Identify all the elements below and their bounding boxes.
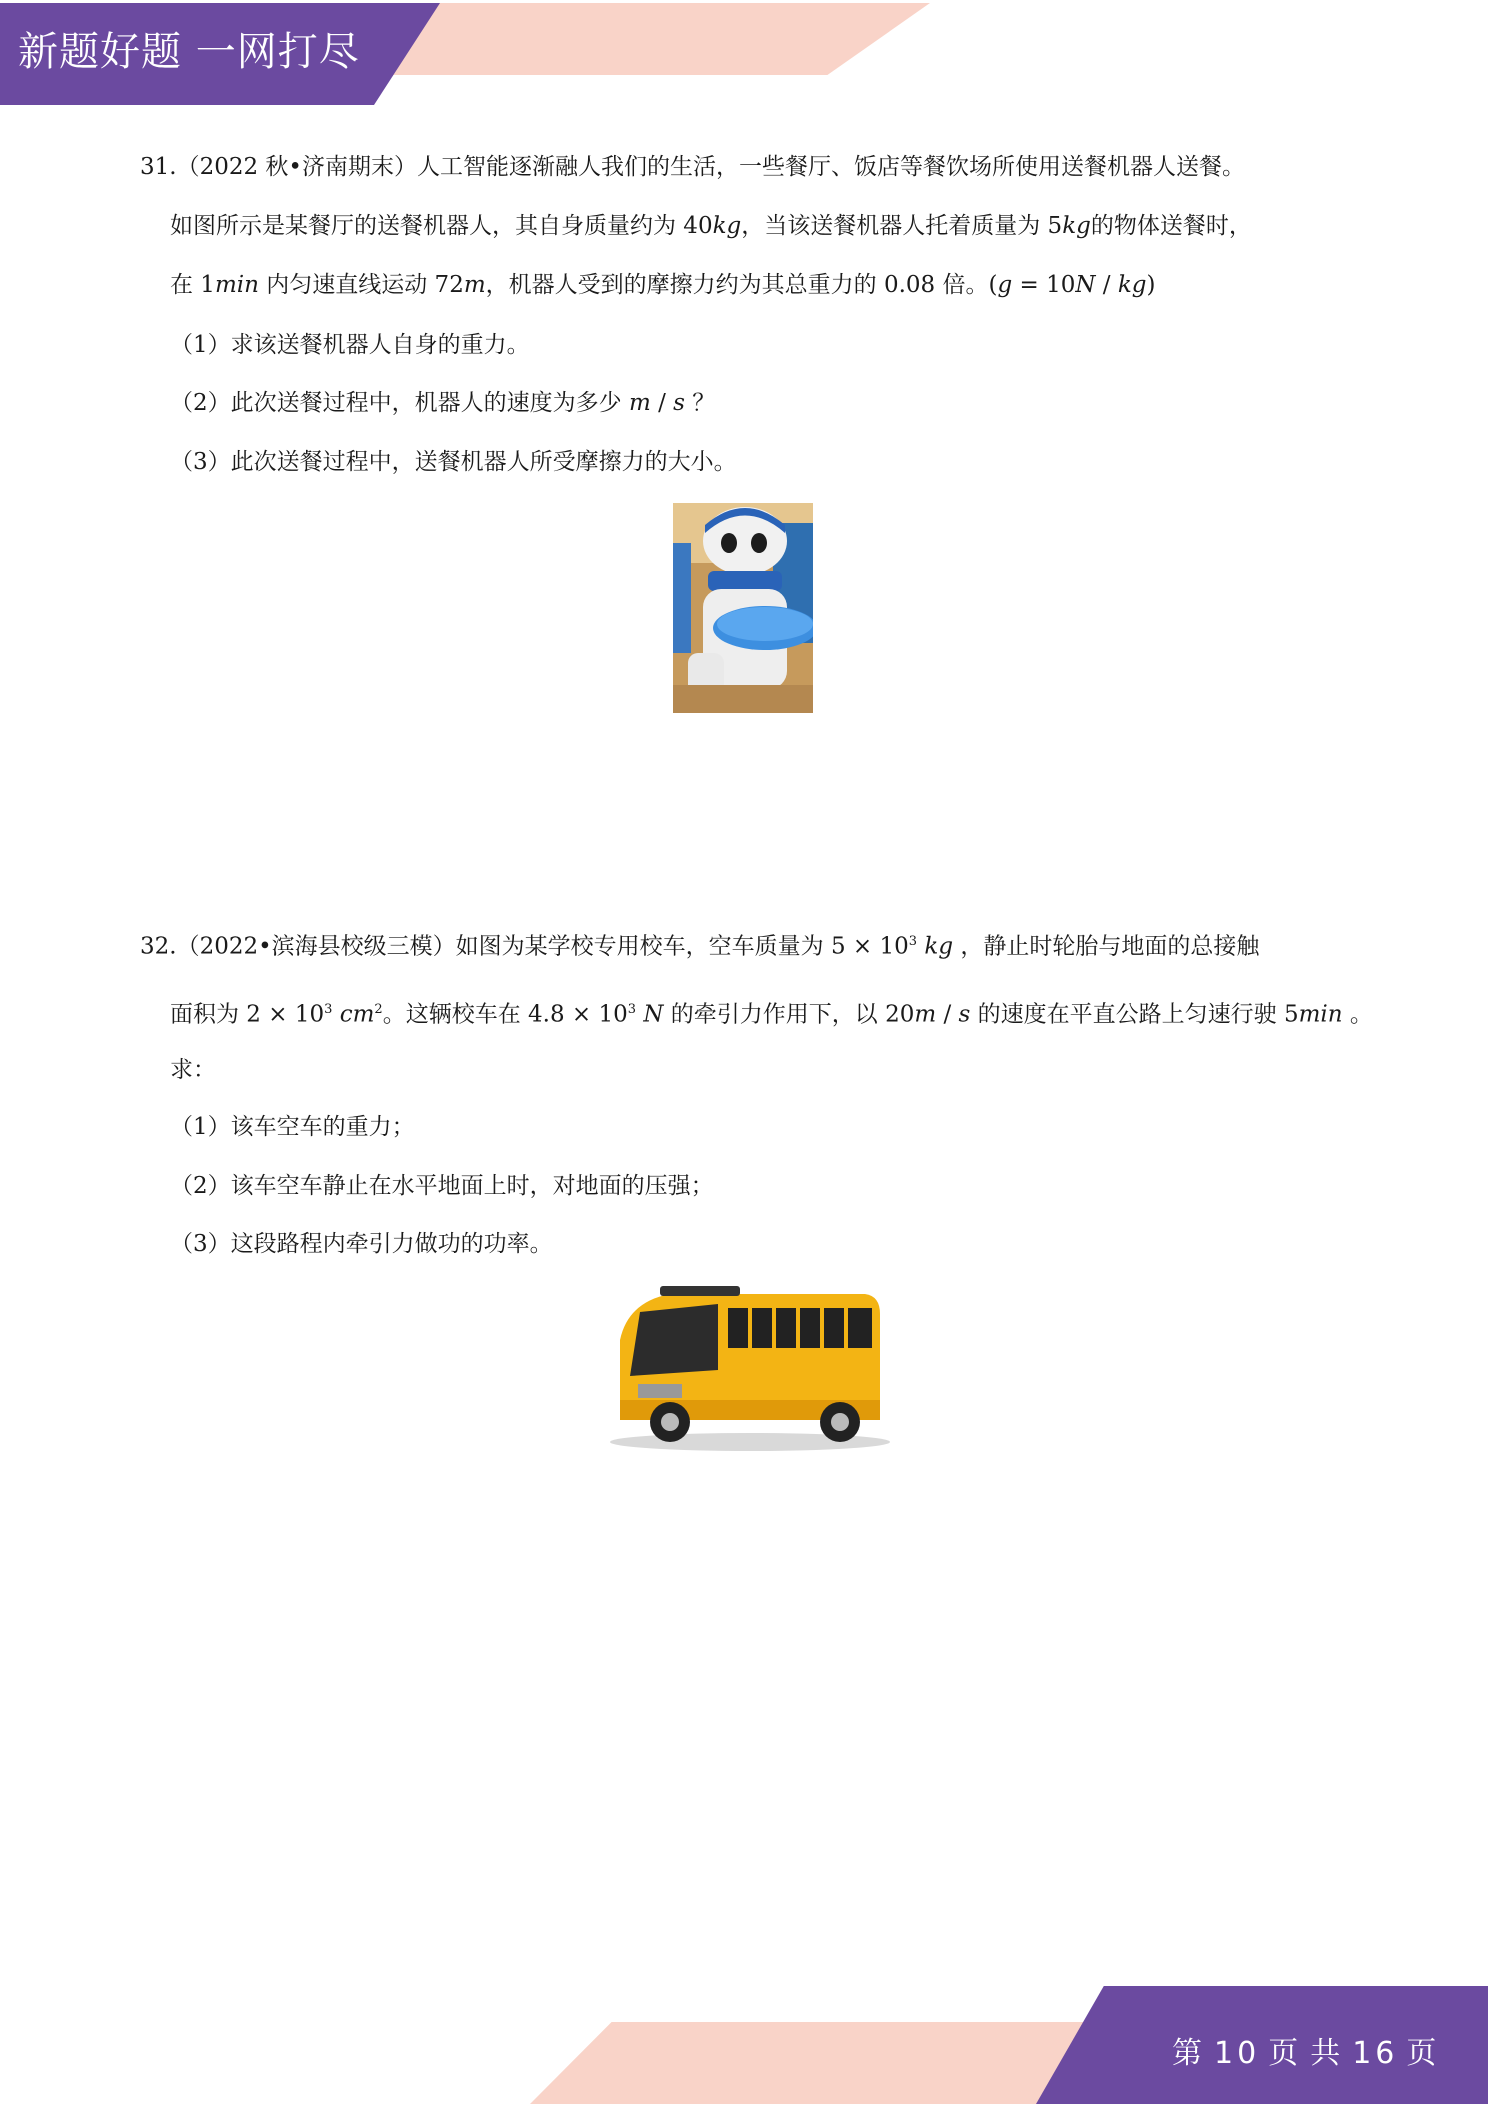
delivery-robot-image [673, 503, 813, 713]
header-band-pink [360, 3, 930, 75]
header-title: 新题好题 一网打尽 [18, 29, 360, 75]
q31-line-1: 31.（2022 秋•济南期末）人工智能逐渐融人我们的生活，一些餐厅、饭店等餐饮场所使用送餐机器人送餐。 [140, 154, 1245, 180]
q32-line-3: 求： [170, 1057, 216, 1083]
q32-line-2: 面积为 $2 \times 10^3$ $cm^2$。这辆校车在 $4.8 \times 10^3$ N 的牵引力作用下，以 20m / s 的速度在平直公路上匀速行驶 5min 。 [170, 1001, 1373, 1028]
q31-sub-2: （2）此次送餐过程中，机器人的速度为多少 m / s ？ [170, 390, 716, 416]
q31-line-2: 如图所示是某餐厅的送餐机器人，其自身质量约为 40kg，当该送餐机器人托着质量为 5kg的物体送餐时， [170, 213, 1252, 239]
q32-sub-1: （1）该车空车的重力； [170, 1114, 415, 1140]
school-bus-image [600, 1280, 890, 1455]
q32-sub-3: （3）这段路程内牵引力做功的功率。 [170, 1231, 553, 1257]
q31-sub-3: （3）此次送餐过程中，送餐机器人所受摩擦力的大小。 [170, 449, 737, 475]
q31-sub-1: （1）求该送餐机器人自身的重力。 [170, 332, 530, 358]
q32-sub-2: （2）该车空车静止在水平地面上时，对地面的压强； [170, 1173, 714, 1199]
q32-line-1: 32.（2022•滨海县校级三模）如图为某学校专用校车，空车质量为 $5 \times 10^3$ kg ，静止时轮胎与地面的总接触 [140, 933, 1260, 960]
q31-line-3: 在 1min 内匀速直线运动 72m，机器人受到的摩擦力约为其总重力的 0.08 倍。(g = 10N / kg) [170, 272, 1156, 298]
page-number: 第 10 页 共 16 页 [1172, 2036, 1441, 2071]
